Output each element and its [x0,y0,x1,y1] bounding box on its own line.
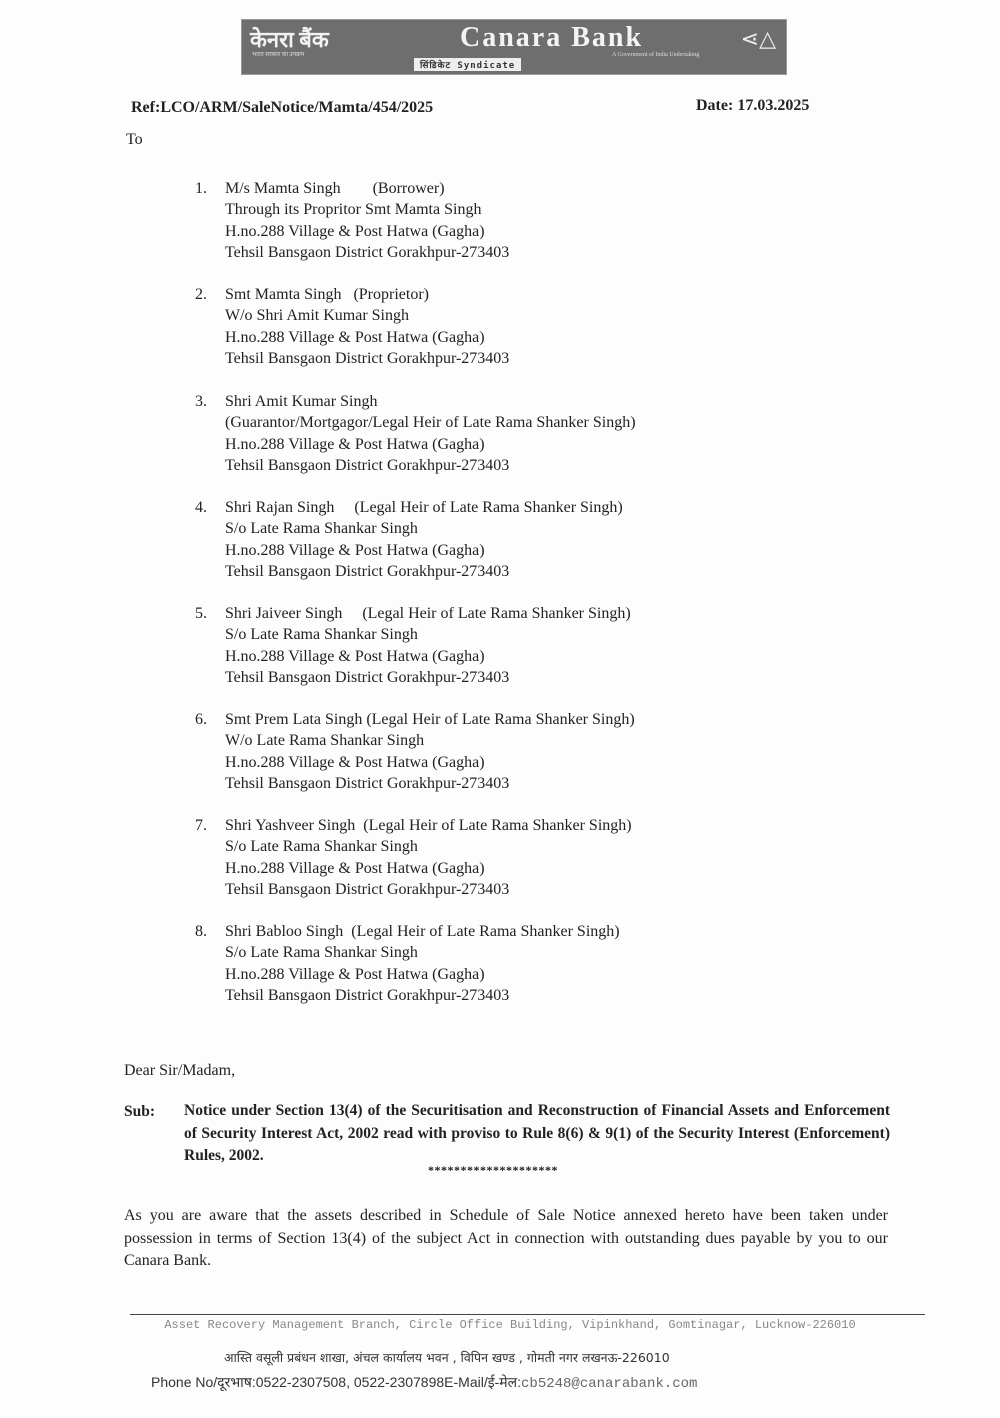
subject-label: Sub: [124,1103,156,1120]
subject-separator: ******************** [428,1163,558,1177]
addressee-number: 2. [195,286,207,303]
canara-bank-logo [241,19,787,75]
to-label: To [126,131,143,148]
addressee-number: 7. [195,817,207,834]
address-line: S/o Late Rama Shankar Singh [225,520,418,538]
addressee-address [225,178,509,263]
address-line: Tehsil Bansgaon District Gorakhpur-273403 [225,562,510,580]
letter-date: Date: 17.03.2025 [696,97,810,114]
addressee-number: 6. [195,711,207,728]
address-line: H.no.288 Village & Post Hatwa (Gagha) [225,647,485,665]
footer-address-hindi: आस्ति वसूली प्रबंधन शाखा, अंचल कार्यालय भवन , विपिन खण्ड , गोमती नगर लखनऊ-226010 [224,1350,670,1365]
addressee-address [225,709,635,794]
address-line: Tehsil Bansgaon District Gorakhpur-273403 [225,880,510,898]
address-line: Tehsil Bansgaon District Gorakhpur-273403 [225,456,510,474]
addressee-address [225,603,631,688]
footer-address-english: Asset Recovery Management Branch, Circle Office Building, Vipinkhand, Gomtinagar, Lucknow-226010 [164,1318,856,1332]
address-line: Smt Mamta Singh (Proprietor) [225,286,429,303]
address-line: Shri Rajan Singh (Legal Heir of Late Rama Shanker Singh) [225,499,623,516]
addressee-number: 1. [195,180,207,197]
addressee-address [225,815,632,900]
address-line: Through its Propritor Smt Mamta Singh [225,201,482,219]
address-line: H.no.288 Village & Post Hatwa (Gagha) [225,859,485,877]
address-line: S/o Late Rama Shankar Singh [225,838,418,856]
addressee-number: 4. [195,499,207,516]
address-line: Shri Babloo Singh (Legal Heir of Late Rama Shanker Singh) [225,923,620,940]
syndicate-badge: सिंडिकेट Syndicate [414,58,521,71]
address-line: H.no.288 Village & Post Hatwa (Gagha) [225,541,485,559]
address-line: Shri Jaiveer Singh (Legal Heir of Late Rama Shanker Singh) [225,605,631,622]
salutation: Dear Sir/Madam, [124,1062,236,1079]
addressee-address [225,284,509,369]
address-line: S/o Late Rama Shankar Singh [225,944,418,962]
addressee-address [225,497,623,582]
address-line: H.no.288 Village & Post Hatwa (Gagha) [225,965,485,983]
footer-contact [151,1373,697,1392]
address-line: W/o Shri Amit Kumar Singh [225,307,409,325]
addressee-number: 5. [195,605,207,622]
logo-english-tagline: A Government of India Undertaking [612,52,700,58]
canara-triangle-icon: ⋖△ [740,26,776,51]
addressee-address [225,391,636,476]
logo-hindi-tagline: भारत सरकार का उपक्रम [252,52,305,58]
logo-english-name: Canara Bank [460,22,644,53]
address-line: W/o Late Rama Shankar Singh [225,732,425,750]
address-line: H.no.288 Village & Post Hatwa (Gagha) [225,222,485,240]
address-line: Tehsil Bansgaon District Gorakhpur-273403 [225,243,510,261]
addressee-number: 8. [195,923,207,940]
addressee-number: 3. [195,393,207,410]
address-line: Shri Amit Kumar Singh [225,393,378,410]
address-line: Smt Prem Lata Singh (Legal Heir of Late Rama Shanker Singh) [225,711,635,728]
reference-number: Ref:LCO/ARM/SaleNotice/Mamta/454/2025 [131,99,434,116]
footer-email[interactable]: cb5248@canarabank.com [521,1376,698,1392]
address-line: H.no.288 Village & Post Hatwa (Gagha) [225,435,485,453]
footer-divider [130,1314,925,1315]
logo-hindi-name: केनरा बैंक [250,27,329,52]
address-line: Tehsil Bansgaon District Gorakhpur-273403 [225,986,510,1004]
subject-text: Notice under Section 13(4) of the Securitisation and Reconstruction of Financial Assets and Enforcement of Security Interest Act, 2002 read with proviso to Rule 8(6) & 9(1) of the Security Interest (Enforcement) Rules, 2002. [184,1102,890,1164]
body-paragraph: As you are aware that the assets described in Schedule of Sale Notice annexed hereto have been taken under possession in terms of Section 13(4) of the subject Act in connection with outstanding dues payable by you to our Canara Bank. [124,1207,888,1269]
address-line: H.no.288 Village & Post Hatwa (Gagha) [225,328,485,346]
address-line: Tehsil Bansgaon District Gorakhpur-273403 [225,668,510,686]
address-line: M/s Mamta Singh (Borrower) [225,180,445,197]
address-line: S/o Late Rama Shankar Singh [225,626,418,644]
footer-phone: Phone No/दूरभाष:0522-2307508, 0522-2307898E-Mail/ई-मेल: [151,1374,522,1390]
address-line: Tehsil Bansgaon District Gorakhpur-273403 [225,349,510,367]
address-line: Shri Yashveer Singh (Legal Heir of Late Rama Shanker Singh) [225,817,632,834]
addressee-address [225,921,620,1006]
address-line: Tehsil Bansgaon District Gorakhpur-273403 [225,774,510,792]
address-line: H.no.288 Village & Post Hatwa (Gagha) [225,753,485,771]
address-line: (Guarantor/Mortgagor/Legal Heir of Late Rama Shanker Singh) [225,414,636,432]
